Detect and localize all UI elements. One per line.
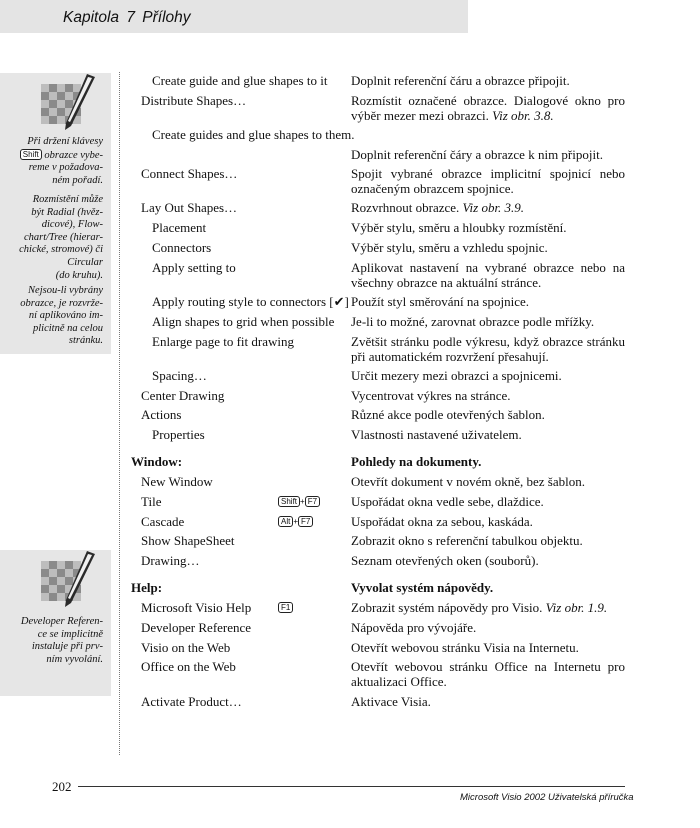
table-row-term: Visio on the Web bbox=[141, 640, 231, 655]
section-heading: Help: bbox=[131, 580, 163, 595]
table-row-desc: Otevřít dokument v novém okně, bez šablon. bbox=[351, 474, 585, 489]
table-row-desc: Aktivace Visia. bbox=[351, 694, 431, 709]
table-row-desc: Vlastnosti nastavené uživatelem. bbox=[351, 427, 522, 442]
table-row-term: Cascade bbox=[141, 514, 185, 529]
table-row-term: Connectors bbox=[152, 240, 212, 255]
margin-note-box bbox=[0, 73, 111, 354]
table-row-desc: Různé akce podle otevřených šablon. bbox=[351, 407, 545, 422]
table-row-desc: Vycentrovat výkres na stránce. bbox=[351, 388, 511, 403]
table-row-desc: Určit mezery mezi obrazci a spojnicemi. bbox=[351, 368, 562, 383]
page-header bbox=[63, 9, 191, 27]
f1-key-icon: F1 bbox=[278, 602, 293, 613]
f7-key-icon: F7 bbox=[298, 516, 313, 527]
chapter-title: Přílohy bbox=[142, 9, 191, 26]
table-row-desc: Rozmístit označené obrazce. Dialogové okno pro výběr mezer mezi obrazci. Viz obr. 3.8. bbox=[351, 93, 625, 123]
chapter-label: Kapitola 7 bbox=[63, 9, 135, 26]
table-row-term: Properties bbox=[152, 427, 205, 442]
keyboard-shortcut bbox=[278, 602, 293, 613]
footer-book-title: Microsoft Visio 2002 Uživatelská příručka bbox=[460, 792, 634, 803]
table-row-desc: Je-li to možné, zarovnat obrazce podle mřížky. bbox=[351, 314, 595, 329]
table-row-desc: Spojit vybrané obrazce implicitní spojnicí nebo označeným obrazcem spojnice. bbox=[351, 166, 625, 196]
sidebar-note-developer: Developer Referen- ce se implicitně instaluje při prv- ním vyvolání. bbox=[20, 616, 103, 665]
table-row-term: Office on the Web bbox=[141, 659, 236, 674]
margin-note-box bbox=[0, 550, 111, 696]
shift-key-icon: Shift bbox=[278, 496, 300, 507]
sidebar-note-layout: Rozmístění může být Radial (hvěz- dicové), Flow- chart/Tree (hierar- chické, stromové) či Circular (do kruhu). bbox=[19, 194, 103, 281]
table-row-desc: Použít styl směrování na spojnice. bbox=[351, 294, 530, 309]
table-row-term: Spacing… bbox=[152, 368, 207, 383]
figure-reference: Viz obr. 3.9. bbox=[462, 200, 525, 215]
sidebar-note-shift: Při držení klávesy Shift obrazce vybe- reme v požadova- ném pořadí. bbox=[3, 136, 103, 187]
sidebar-note-selection: Nejsou-li vybrány obrazce, je rozvrže- ní aplikováno im- plicitně na celou stránku. bbox=[20, 285, 103, 347]
table-row-desc: Zobrazit systém nápovědy pro Visio. Viz obr. 1.9. bbox=[351, 600, 608, 615]
table-row-desc: Uspořádat okna vedle sebe, dlaždice. bbox=[351, 494, 544, 509]
table-row-term: Apply setting to bbox=[152, 260, 236, 275]
table-row-term: Enlarge page to fit drawing bbox=[152, 334, 294, 349]
table-row-desc: Otevřít webovou stránku Office na Internetu pro aktualizaci Office. bbox=[351, 659, 625, 689]
pencil-checker-icon bbox=[41, 74, 97, 132]
footer-rule bbox=[78, 786, 625, 787]
table-row-term: Microsoft Visio Help bbox=[141, 600, 252, 615]
table-row-term: Drawing… bbox=[141, 553, 200, 568]
table-row-term: Lay Out Shapes… bbox=[141, 200, 238, 215]
section-description: Vyvolat systém nápovědy. bbox=[351, 580, 494, 595]
alt-key-icon: Alt bbox=[278, 516, 293, 527]
table-row-term: Center Drawing bbox=[141, 388, 225, 403]
table-row-term: New Window bbox=[141, 474, 213, 489]
page-number: 202 bbox=[52, 779, 72, 794]
table-row-term: Apply routing style to connectors [✔] bbox=[152, 294, 349, 309]
table-row-desc: Výběr stylu, směru a hloubky rozmístění. bbox=[351, 220, 567, 235]
shift-key-icon: Shift bbox=[20, 149, 42, 160]
table-row-desc: Otevřít webovou stránku Visia na Internetu. bbox=[351, 640, 579, 655]
pencil-checker-icon bbox=[41, 551, 97, 609]
table-row-term: Distribute Shapes… bbox=[141, 93, 247, 108]
table-row-term: Create guide and glue shapes to it bbox=[152, 73, 328, 88]
table-row-term: Align shapes to grid when possible bbox=[152, 314, 335, 329]
section-description: Pohledy na dokumenty. bbox=[351, 454, 482, 469]
table-row-term: Show ShapeSheet bbox=[141, 533, 235, 548]
table-row-desc: Nápověda pro vývojáře. bbox=[351, 620, 477, 635]
section-heading: Window: bbox=[131, 454, 183, 469]
table-row-term: Activate Product… bbox=[141, 694, 242, 709]
table-row-term: Create guides and glue shapes to them. bbox=[152, 127, 355, 142]
table-row-desc: Doplnit referenční čáry a obrazce k nim připojit. bbox=[351, 147, 603, 162]
figure-reference: Viz obr. 3.8. bbox=[492, 108, 554, 123]
table-row-term: Tile bbox=[141, 494, 162, 509]
table-row-term: Connect Shapes… bbox=[141, 166, 238, 181]
table-row-desc: Doplnit referenční čáru a obrazce připojit. bbox=[351, 73, 570, 88]
table-row-term: Placement bbox=[152, 220, 207, 235]
table-row-term: Actions bbox=[141, 407, 182, 422]
f7-key-icon: F7 bbox=[305, 496, 320, 507]
table-row-term: Developer Reference bbox=[141, 620, 252, 635]
table-row-desc: Aplikovat nastavení na vybrané obrazce nebo na všechny obrazce na aktuální stránce. bbox=[351, 260, 625, 290]
table-row-desc: Seznam otevřených oken (souborů). bbox=[351, 553, 539, 568]
table-row-desc: Výběr stylu, směru a vzhledu spojnic. bbox=[351, 240, 548, 255]
table-row-desc: Uspořádat okna za sebou, kaskáda. bbox=[351, 514, 533, 529]
dotted-divider bbox=[119, 72, 120, 755]
table-row-desc: Rozvrhnout obrazce. Viz obr. 3.9. bbox=[351, 200, 525, 215]
figure-reference: Viz obr. 1.9. bbox=[545, 600, 608, 615]
keyboard-shortcut: Shift + F7 bbox=[278, 496, 320, 507]
table-row-desc: Zvětšit stránku podle výkresu, když obrazce stránku při automatickém rozvržení přesahují. bbox=[351, 334, 625, 364]
table-row-desc: Zobrazit okno s referenční tabulkou objektu. bbox=[351, 533, 583, 548]
keyboard-shortcut: Alt + F7 bbox=[278, 516, 313, 527]
